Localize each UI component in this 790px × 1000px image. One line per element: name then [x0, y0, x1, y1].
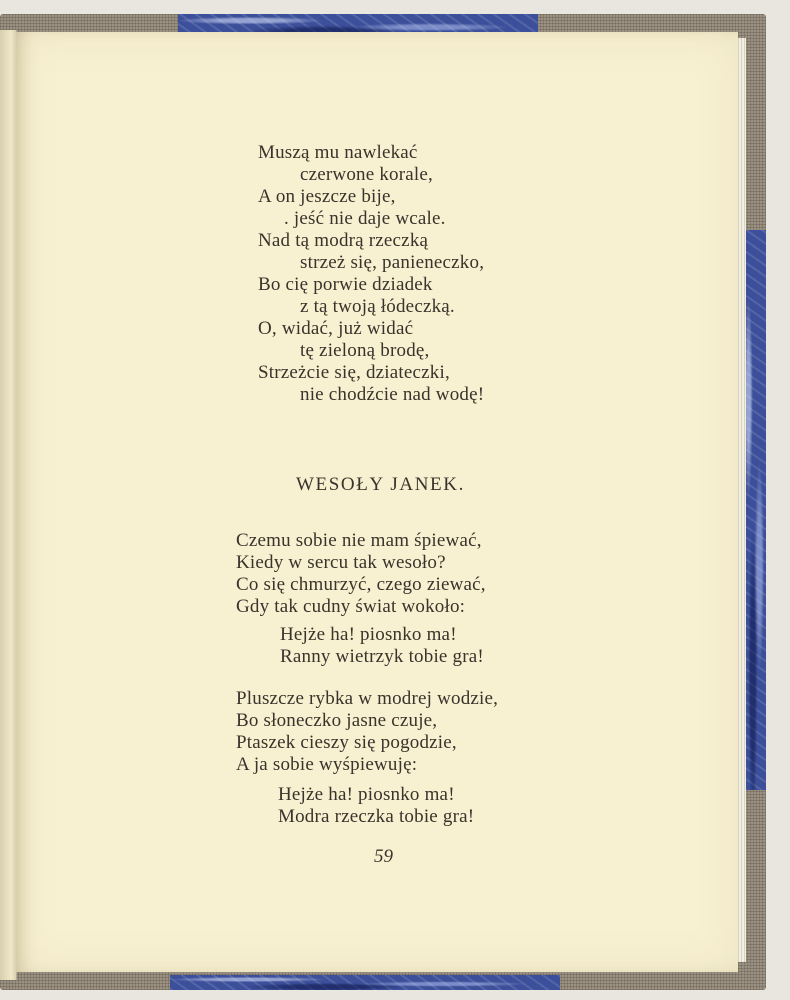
- poem-line: Nad tą modrą rzeczką: [258, 230, 429, 251]
- poem-line: Pluszcze rybka w modrej wodzie,: [236, 688, 499, 709]
- poem-line: Co się chmurzyć, czego ziewać,: [236, 574, 486, 595]
- poem-line: Bo słoneczko jasne czuje,: [236, 710, 438, 731]
- poem-line: Kiedy w sercu tak wesoło?: [236, 552, 446, 573]
- previous-page-edge: [0, 30, 17, 980]
- poem-line: tę zieloną brodę,: [300, 340, 430, 361]
- poem-line: Modra rzeczka tobie gra!: [278, 806, 475, 827]
- poem-line: O, widać, już widać: [258, 318, 414, 339]
- marbled-edge-bottom: [170, 975, 560, 990]
- poem-line: Czemu sobie nie mam śpiewać,: [236, 530, 482, 551]
- poem-line: Ptaszek cieszy się pogodzie,: [236, 732, 457, 753]
- marbled-edge-right: [744, 230, 766, 790]
- poem-line: Ranny wietrzyk tobie gra!: [280, 646, 484, 667]
- poem-line: Muszą mu nawlekać: [258, 142, 418, 163]
- page-number: 59: [374, 846, 393, 867]
- poem-line: Strzeżcie się, dziateczki,: [258, 362, 450, 383]
- poem-line: czerwone korale,: [300, 164, 433, 185]
- poem-line: Bo cię porwie dziadek: [258, 274, 433, 295]
- poem-line: Gdy tak cudny świat wokoło:: [236, 596, 466, 617]
- poem-line: A on jeszcze bije,: [258, 186, 396, 207]
- poem-line: A ja sobie wyśpiewuję:: [236, 754, 418, 775]
- poem-line: Hejże ha! piosnko ma!: [280, 624, 457, 645]
- poem-line: nie chodźcie nad wodę!: [300, 384, 485, 405]
- poem-line: Hejże ha! piosnko ma!: [278, 784, 455, 805]
- poem-line: z tą twoją łódeczką.: [300, 296, 455, 317]
- poem-title: WESOŁY JANEK.: [296, 474, 465, 495]
- poem-line: . jeść nie daje wcale.: [284, 208, 446, 229]
- poem-line: strzeż się, panieneczko,: [300, 252, 485, 273]
